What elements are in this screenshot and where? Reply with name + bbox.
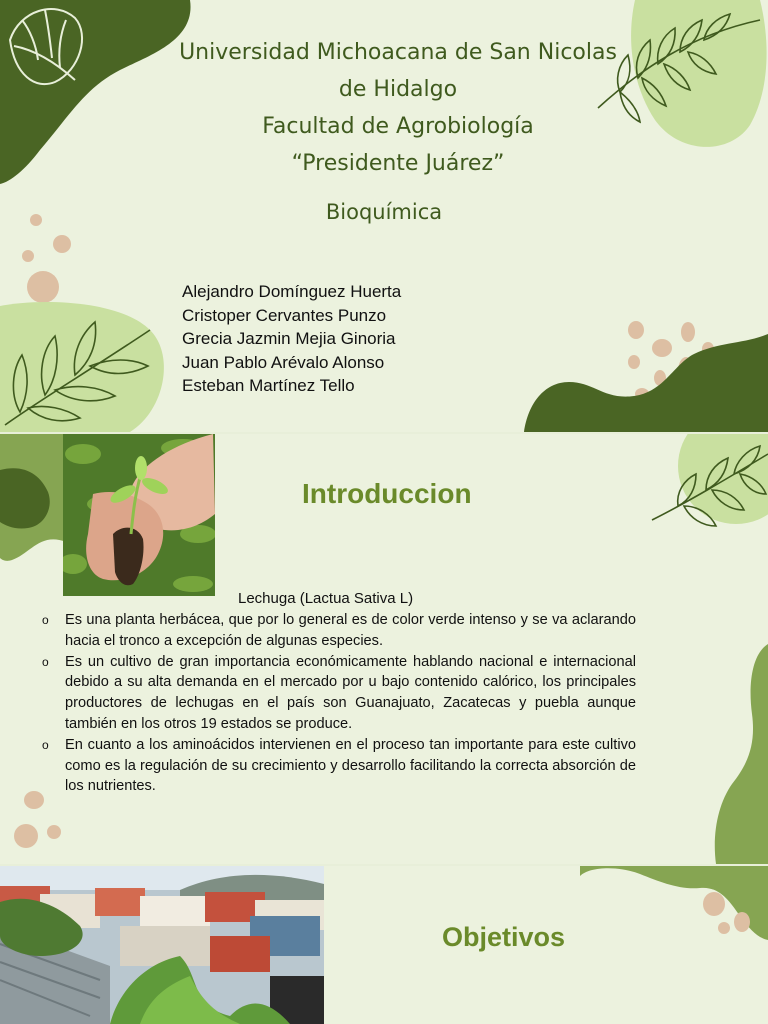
wave-right-icon xyxy=(712,644,768,864)
author-name: Alejandro Domínguez Huerta xyxy=(182,282,402,301)
title-line: Facultad de Agrobiología xyxy=(262,114,534,139)
introduction-heading: Introduccion xyxy=(302,478,472,509)
bullet-circle-icon: o xyxy=(42,654,49,669)
bullet-text: Es un cultivo de gran importancia económicamente hablando nacional e internacional debido a su alta demanda en el mercado por u bajo contenido calórico, los principales productores de lechugas en el país son Guanajuato, Zacatecas y puebla aunque también en los otros 19 estados se produce. xyxy=(65,653,636,732)
bullet-circle-icon: o xyxy=(42,613,49,627)
leaf-circle-right-icon xyxy=(648,434,768,534)
wave-bottom-right-icon xyxy=(524,334,768,432)
objectives-heading: Objetivos xyxy=(442,922,566,952)
introduction-bullet-list xyxy=(42,610,636,797)
author-name: Juan Pablo Arévalo Alonso xyxy=(182,352,385,372)
author-name: Esteban Martínez Tello xyxy=(182,376,355,395)
rooftops-lettuce-photo xyxy=(0,866,324,1024)
title-line: Universidad Michoacana de San Nicolas xyxy=(179,40,617,65)
institution-title xyxy=(100,34,696,182)
leaf-blob-mid-left-icon xyxy=(0,300,170,432)
list-item xyxy=(42,735,636,797)
wave-top-right-icon xyxy=(580,866,768,946)
introduction-slide xyxy=(0,434,768,864)
list-item xyxy=(42,610,636,652)
photo-caption: Lechuga (Lactua Sativa L) xyxy=(238,590,414,607)
author-list xyxy=(182,280,401,398)
subject-title: Bioquímica xyxy=(325,200,443,224)
list-item xyxy=(42,652,636,735)
title-line: “Presidente Juárez” xyxy=(291,151,505,176)
bullet-circle-icon: o xyxy=(42,737,49,752)
dots-bottom-left-icon xyxy=(10,788,70,854)
author-name: Grecia Jazmin Mejia Ginoria xyxy=(182,329,396,348)
bullet-text: En cuanto a los aminoácidos intervienen en el proceso tan importante para este cultivo como es la regulación de su crecimiento y desarrollo facilitando la correcta absorción de los nutrientes. xyxy=(65,736,636,795)
author-name: Cristoper Cervantes Punzo xyxy=(182,305,387,325)
wave-left-icon xyxy=(0,434,70,564)
title-line: de Hidalgo xyxy=(338,77,458,102)
bullet-text: Es una planta herbácea, que por lo general es de color verde intenso y se va aclarando hacia el tronco a excepción de algunas especies. xyxy=(65,612,636,649)
cover-slide xyxy=(0,0,768,432)
seedling-in-hands-photo xyxy=(63,434,215,596)
objectives-slide xyxy=(0,866,768,1024)
